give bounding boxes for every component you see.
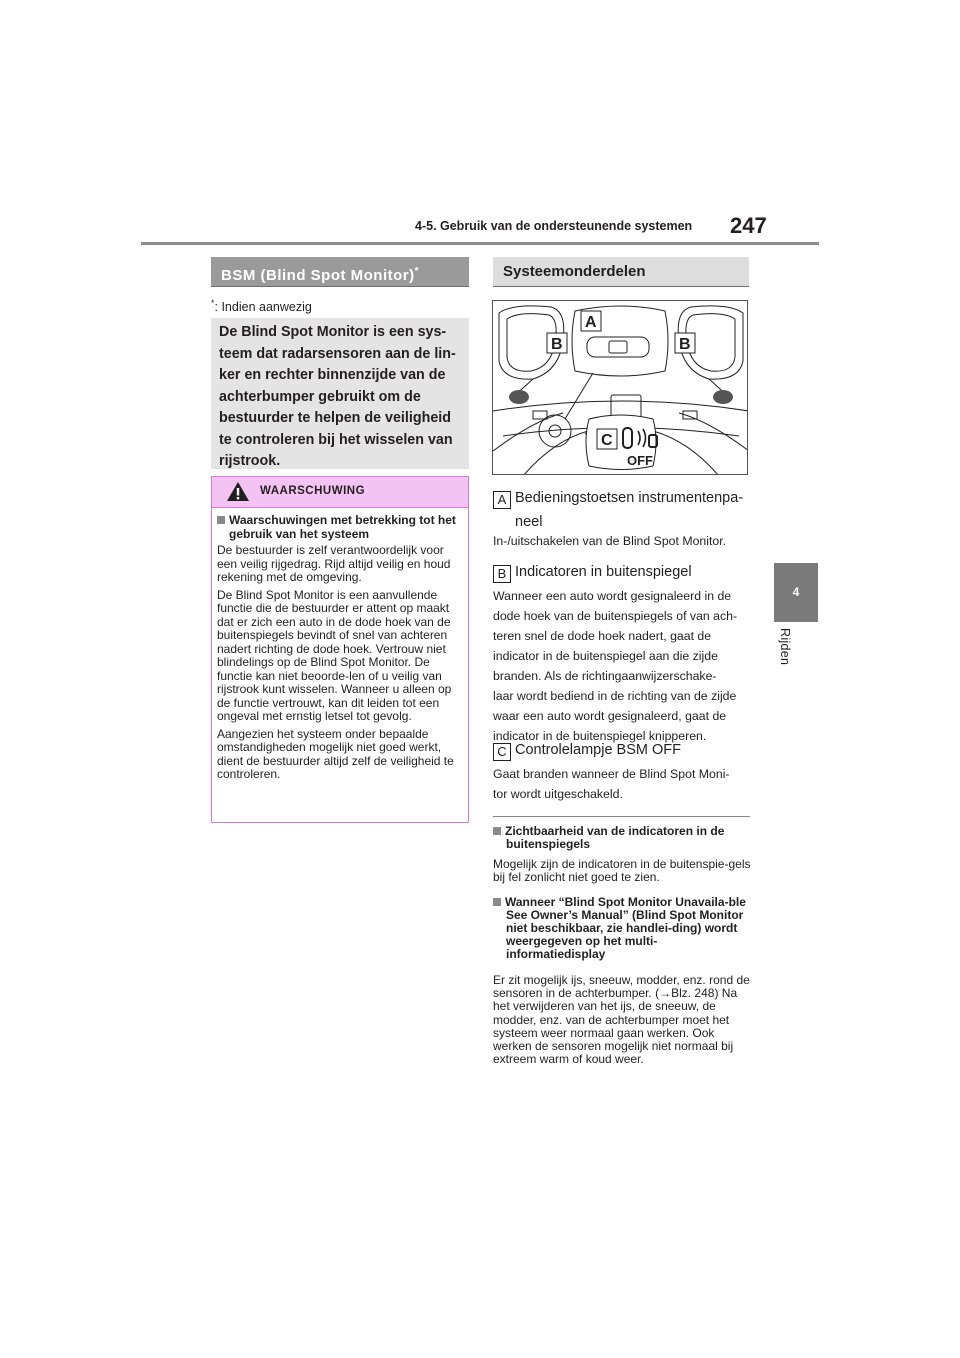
label-c: C: [493, 743, 511, 761]
item-c-desc: Gaat branden wanneer de Blind Spot Moni- tor wordt uitgeschakeld.: [493, 767, 730, 801]
intro-line: teem dat radarsensoren aan de lin-: [219, 345, 456, 362]
footnote: [211, 298, 312, 314]
footnote-asterisk: *: [211, 298, 215, 308]
intro-line: rijstrook.: [219, 453, 281, 469]
system-parts-title: Systeemonderdelen: [493, 257, 749, 287]
off-text: OFF: [627, 453, 653, 468]
dashboard-drawing: [493, 301, 748, 475]
dashboard-illustration: [492, 300, 748, 475]
item-a-desc: In-/uitschakelen van de Blind Spot Monitor.: [493, 534, 727, 548]
warning-paragraph: De bestuurder is zelf verantwoordelijk voor een veilig rijgedrag. Rijd altijd veilig en houd rekening met de omgeving.: [217, 543, 451, 584]
label-b-left-text: B: [551, 336, 563, 353]
note-heading: Zichtbaarheid van de indicatoren in de buitenspiegels: [493, 825, 749, 851]
label-b: B: [493, 565, 511, 583]
intro-line: achterbumper gebruikt om de: [219, 388, 421, 405]
intro-line: te controleren bij het wisselen van: [219, 431, 453, 448]
label-a: A: [493, 491, 511, 509]
item-c-title: C Controlelampje BSM OFF: [493, 738, 751, 762]
chapter-label: Rijden: [778, 628, 792, 666]
divider: [493, 816, 750, 817]
intro-line: bestuurder te helpen de veiligheid: [219, 410, 451, 426]
warning-triangle-icon: [226, 481, 250, 502]
warning-body: [212, 508, 468, 782]
warning-header: [212, 477, 468, 508]
item-a-title: A Bedieningstoetsen instrumentenpa- neel: [493, 486, 751, 534]
warning-box: [211, 476, 469, 823]
section-title: 4-5. Gebruik van de ondersteunende systemen: [415, 219, 693, 233]
item-b-title: B Indicatoren in buitenspiegel: [493, 560, 751, 584]
label-b-right-text: B: [679, 336, 691, 353]
page-number: 247: [730, 213, 767, 238]
warning-title: WAARSCHUWING: [260, 485, 366, 497]
title-asterisk: *: [414, 266, 420, 277]
note-body: Er zit mogelijk ijs, sneeuw, modder, enz. rond de sensoren in de achterbumper. (→Blz. 248) Na het verwijderen van het ijs, de sneeuw, de modder, enz. van de achterbumper moet het systeem weer normaal gaan werken. Ook werken de sensoren mogelijk niet normaal bij extreem warm of koud weer.: [493, 973, 750, 1067]
footnote-text: : Indien aanwezig: [214, 300, 312, 315]
square-bullet-icon: [493, 898, 501, 906]
warning-subtitle: Waarschuwingen met betrekking tot het gebruik van het systeem: [217, 514, 463, 541]
chapter-tab: 4: [774, 563, 818, 622]
intro-line: ker en rechter binnenzijde van de: [219, 367, 446, 383]
square-bullet-icon: [493, 827, 501, 835]
label-c-text: C: [601, 432, 613, 449]
note-heading: Wanneer “Blind Spot Monitor Unavaila-ble See Owner’s Manual” (Blind Spot Monitor niet beschikbaar, zie handlei-ding) wordt weergegeven op het multi-informatiedisplay: [493, 896, 749, 961]
label-a-text: A: [585, 314, 597, 331]
header-rule: [141, 242, 819, 245]
item-b-desc: Wanneer een auto wordt gesignaleerd in de dode hoek van de buitenspiegels of van ach- teren snel de dode hoek nadert, gaat de indicator in de buitenspiegel aan die zijde branden. Als de richtingaanwijzerschake- laar wordt bediend in de richting van de zijde waar een auto wordt gesignaleerd, gaat de indicator in de buitenspiegel knipperen.: [493, 589, 738, 743]
bsm-section-title: [211, 257, 469, 287]
warning-paragraph: De Blind Spot Monitor is een aanvullende functie die de bestuurder er attent op maakt dat er zich een auto in de dode hoek van de buitenspiegels bevindt of snel van achteren nadert richting de dode hoek. Vertrouw niet blindelings op de Blind Spot Monitor. De functie kan niet beoorde-len of u veilig van rijstrook kunt wisselen. Wanneer u alleen op de functie vertrouwt, kan dit leiden tot een ongeval met ernstig letsel tot gevolg.: [217, 587, 452, 723]
intro-box: [211, 318, 469, 469]
intro-line: De Blind Spot Monitor is een sys-: [219, 324, 447, 340]
bsm-title-text: BSM (Blind Spot Monitor): [221, 267, 415, 284]
note-body: Mogelijk zijn de indicatoren in de buitenspie-gels bij fel zonlicht niet goed te zien.: [493, 857, 751, 885]
square-bullet-icon: [217, 516, 225, 524]
warning-paragraph: Aangezien het systeem onder bepaalde omstandigheden mogelijk niet goed werkt, dient de bestuurder altijd zelf de veiligheid te controleren.: [217, 726, 454, 781]
